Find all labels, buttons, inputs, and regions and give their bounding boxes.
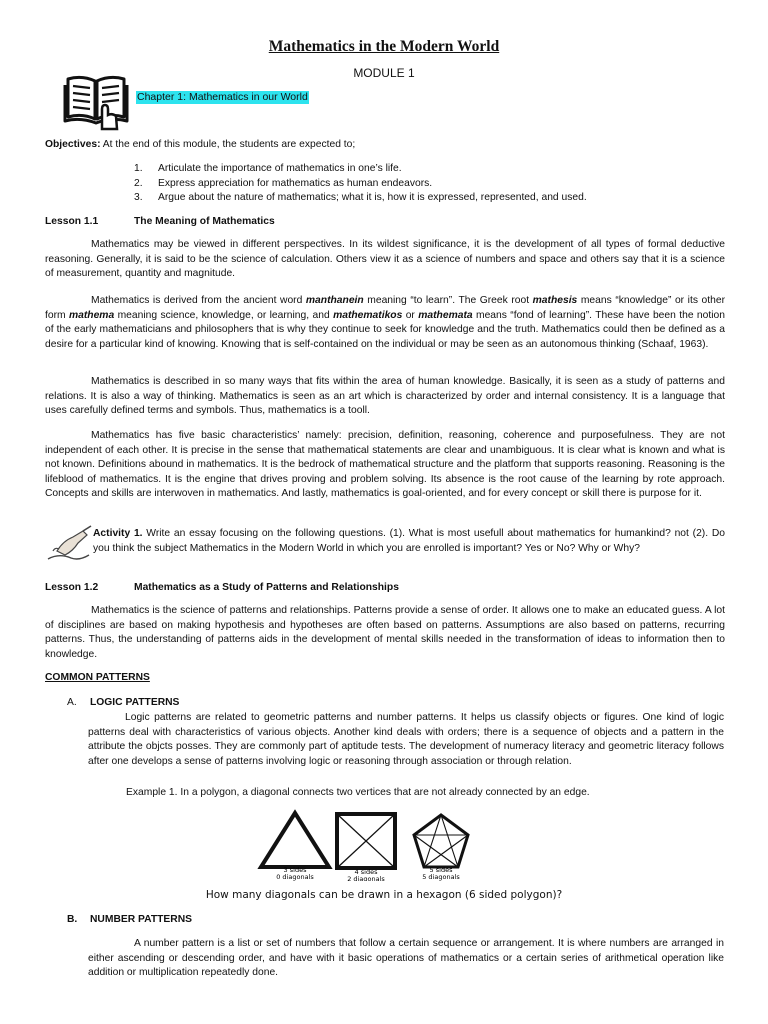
list-item [134,191,734,206]
term-mathesis: mathesis [532,295,578,306]
list-number: 3. [134,192,143,204]
list-number: 1. [134,163,143,174]
lesson-1-1-heading [45,215,275,230]
activity-text: Write an essay focusing on the following questions. (1). What is most usefull about mathematics for humankind? not (2). Do you think the subject Mathematics in the Modern World in which you are enrolled is important? Yes or No? Why or Why? [93,528,725,554]
triangle-label-diagonals: 0 diagonals [276,873,314,881]
hexagon-question: How many diagonals can be drawn in a hexagon (6 sided polygon)? [205,889,563,901]
lesson-1-1-paragraph-3: Mathematics is described in so many ways that fits within the area of human knowledge. Basically, it is seen as a study of patterns and relations. It is also a way of thinking. Mathematics is seen as an art which is characterized by order and internal consistency. It is a language that uses carefully defined terms and symbols. Thus, mathematics is a tooll. [45,376,725,417]
section-a-letter: A. [67,697,77,708]
polygon-diagonals-figure [255,809,475,881]
term-manthanein: manthanein [305,295,364,306]
lesson-number: Lesson 1.2 [45,582,99,593]
logic-patterns-heading: LOGIC PATTERNS [90,697,180,708]
chapter-heading: Chapter 1: Mathematics in our World [137,91,308,103]
activity-label: Activity 1. [93,528,143,539]
square-label-sides: 4 sides [354,868,378,876]
list-text: Articulate the importance of mathematics in one’s life. [158,163,402,174]
writing-hand-icon [45,525,93,565]
objectives-list [134,162,734,206]
lesson-1-1-paragraph-1: Mathematics may be viewed in different perspectives. In its wildest significance, it is the development of all types of formal deductive reasoning. Generally, it is said to be the science of calculation. Others view it as a science of numbers and space and others say that it is a science of measurement, quantity and magnitude. [45,239,725,280]
pentagon-label-sides: 5 sides [429,866,453,874]
activity-1 [93,527,725,556]
list-item [134,162,734,177]
open-book-icon [62,73,130,131]
term-mathema: mathema [68,309,115,321]
number-patterns-text: A number pattern is a list or set of numbers that follow a certain sequence or arrangement. It is where numbers are arranged in either ascending or descending order, and have with it basic operations of mathematics or a certain series of arithmetical operation like addition or multiplication repeatedly done. [88,938,724,979]
lesson-1-1-paragraph-2: Mathematics is derived from the ancient word manthanein meaning “to learn”. The Greek root mathesis means “knowledge” or its other form mathema meaning science, knowledge, or learning, and mathematikos or mathemata means “fond of learning”. These have been the notion of the early mathematicians and philosophers that is why they continue to seek for knowledge and the truth. Mathematics could then be defined as a desire for a particular kind of knowing. Knowing that is self-contained on the individual or may be seen as an autonomous thinking (Schaaf, 1963). [45,295,725,350]
list-text: Argue about the nature of mathematics; what it is, how it is expressed, represented, and used. [158,192,587,204]
term-mathemata: mathemata [418,309,473,321]
lesson-1-1-paragraph-4: Mathematics has five basic characteristics’ namely: precision, definition, reasoning, coherence and purposefulness. They are not independent of each other. It is precise in the sense that mathematical statements are clear and unambiguous. It is clear what is known and what is not known. Definitions abound in mathematics. It is the bedrock of mathematical structure and the platform that supports reasoning. Reasoning is the lifeblood of mathematics. It is the engine that drives proving and problem solving. Its absence is the root cause of the learning by rote approach. Concepts and skills are interwoven in mathematics. And lastly, mathematics is goal-oriented, and for every concept or skill there is purpose for it. [45,430,725,500]
lesson-title: Mathematics as a Study of Patterns and Relationships [134,582,399,593]
square-label-diagonals: 2 diagonals [347,875,385,881]
logic-patterns-text: Logic patterns are related to geometric patterns and number patterns. It helps us classify objects or figures. One kind of logic patterns deal with characteristics of various objects. Another kind deals with orders; there is a sequence of objects and a pattern in the attribute the objcts posses. They are commonly part of aptitude tests. The development of numeracy literacy and geometric literacy follows after one develops a sense of patterns involving logic or reasoning through association or through relation. [88,712,724,767]
list-text: Express appreciation for mathematics as human endeavors. [158,177,433,189]
lesson-title: The Meaning of Mathematics [134,216,275,227]
objectives-intro [45,138,725,153]
lesson-number: Lesson 1.1 [45,216,99,227]
section-b-letter: B. [67,914,78,925]
number-patterns-heading: NUMBER PATTERNS [90,914,193,925]
term-mathematikos: mathematikos [333,309,403,321]
list-number: 2. [134,177,143,189]
document-title: Mathematics in the Modern World [268,38,500,55]
common-patterns-heading: COMMON PATTERNS [45,672,150,683]
objectives-text: At the end of this module, the students are expected to; [100,139,356,150]
list-item [134,177,734,192]
triangle-label-sides: 3 sides [283,866,307,874]
objectives-label: Objectives: [45,139,101,150]
example-1: Example 1. In a polygon, a diagonal connects two vertices that are not already connected by an edge. [126,787,590,798]
lesson-1-2-heading [45,581,399,596]
lesson-1-2-paragraph-1: Mathematics is the science of patterns and relationships. Patterns provide a sense of order. It allows one to make an educated guess. A lot of disciplines are based on making hypothesis and hypotheses are often based on patterns. Assumptions are also based on patterns, recurring patterns. Thus, the understanding of patterns aids in the development of mental skills needed in the transformation of ideas to information then to knowledge. [45,605,725,660]
module-label: MODULE 1 [353,66,415,80]
pentagon-label-diagonals: 5 diagonals [422,873,460,881]
